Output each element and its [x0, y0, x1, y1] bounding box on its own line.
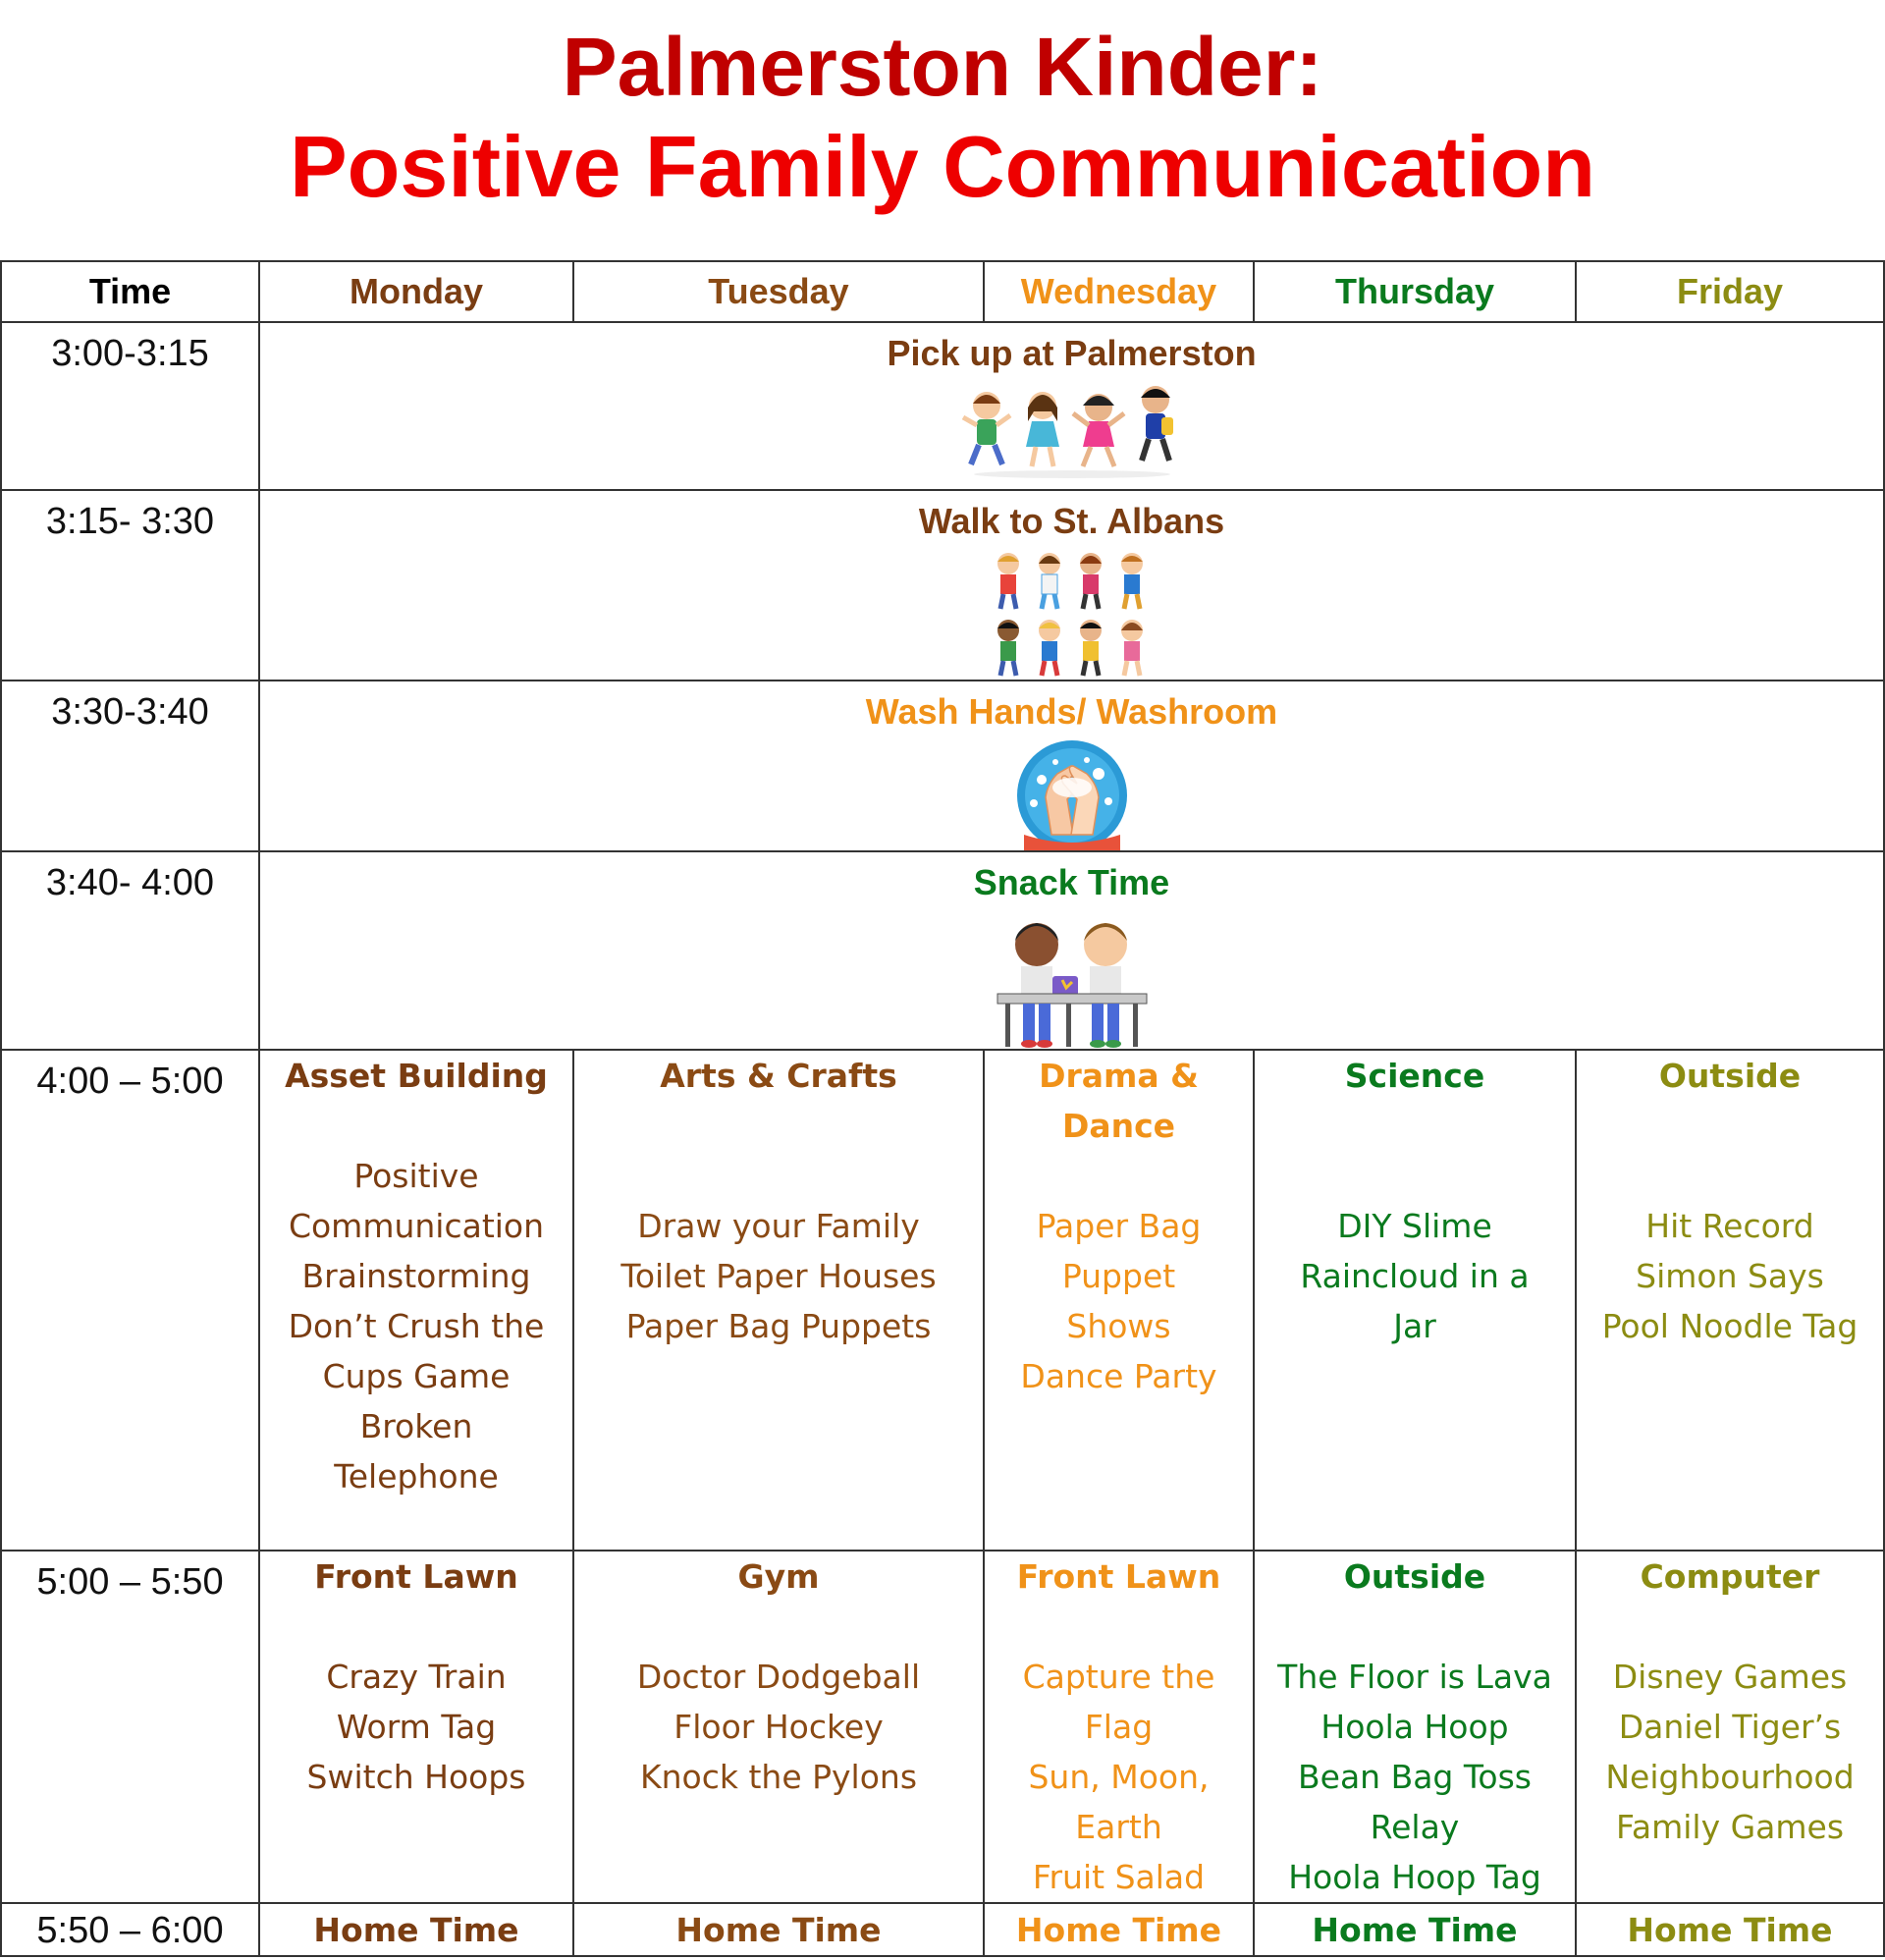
list-item: Dance Party: [1020, 1357, 1217, 1395]
activity-list: [1577, 1652, 1883, 1852]
table-row: [1, 1551, 1884, 1903]
list-item: Paper Bag: [1036, 1207, 1202, 1245]
activity-list: [985, 1201, 1253, 1401]
list-item: Family Games: [1615, 1808, 1845, 1846]
activity-heading: Drama &: [1039, 1057, 1199, 1095]
list-item: Sun, Moon,: [1028, 1758, 1210, 1796]
activity-list: [1255, 1652, 1575, 1902]
header-wednesday: Wednesday: [984, 261, 1254, 322]
kids-jumping-illustration: [959, 382, 1185, 480]
list-item: Puppet: [1061, 1257, 1176, 1295]
list-item: Don’t Crush the: [288, 1307, 545, 1345]
activity-heading: Front Lawn: [314, 1557, 518, 1596]
list-item: Broken: [359, 1407, 473, 1445]
schedule-table: [0, 260, 1885, 1957]
time-cell: 3:30-3:40: [1, 681, 259, 851]
title-line-2: Positive Family Communication: [289, 118, 1596, 215]
activity-heading: Dance: [1061, 1107, 1176, 1145]
snack-cell: [259, 851, 1884, 1050]
monday-activity-cell: [259, 1050, 573, 1551]
activity-heading: Arts & Crafts: [660, 1057, 897, 1095]
activity-heading: Outside: [1658, 1057, 1802, 1095]
list-item: Relay: [1370, 1808, 1460, 1846]
list-item: Switch Hoops: [306, 1758, 526, 1796]
table-row: [1, 322, 1884, 490]
list-item: Simon Says: [1636, 1257, 1824, 1295]
list-item: DIY Slime: [1337, 1207, 1492, 1245]
pickup-label: Pick up at Palmerston: [887, 333, 1257, 373]
list-item: Shows: [1066, 1307, 1171, 1345]
kids-eating-illustration: [996, 911, 1149, 1049]
list-item: Earth: [1075, 1808, 1162, 1846]
list-item: Toilet Paper Houses: [620, 1257, 937, 1295]
activity-heading: Front Lawn: [1016, 1557, 1221, 1596]
thursday-activity-cell: [1254, 1551, 1576, 1903]
list-item: Hit Record: [1645, 1207, 1814, 1245]
list-item: Paper Bag Puppets: [625, 1307, 932, 1345]
friday-home-cell: Home Time: [1576, 1903, 1884, 1956]
table-row: [1, 851, 1884, 1050]
list-item: Floor Hockey: [673, 1708, 884, 1746]
walk-label: Walk to St. Albans: [918, 501, 1225, 541]
list-item: Communication: [288, 1207, 545, 1245]
activity-heading: Science: [1344, 1057, 1485, 1095]
list-item: Capture the: [1022, 1658, 1215, 1696]
list-item: Pool Noodle Tag: [1601, 1307, 1858, 1345]
time-cell: 5:00 – 5:50: [1, 1551, 259, 1903]
list-item: Draw your Family: [637, 1207, 920, 1245]
wednesday-activity-cell: [984, 1050, 1254, 1551]
list-item: Raincloud in a: [1300, 1257, 1530, 1295]
activity-list: [574, 1652, 983, 1802]
wednesday-activity-cell: [984, 1551, 1254, 1903]
activity-list: [985, 1652, 1253, 1902]
list-item: Crazy Train: [326, 1658, 507, 1696]
table-row: [1, 681, 1884, 851]
wash-label: Wash Hands/ Washroom: [865, 691, 1278, 732]
list-item: Bean Bag Toss: [1298, 1758, 1532, 1796]
title-line-1: Palmerston Kinder:: [562, 21, 1323, 113]
tuesday-activity-cell: [573, 1050, 984, 1551]
activity-list: [574, 1201, 983, 1351]
friday-activity-cell: [1576, 1551, 1884, 1903]
kids-walking-illustration: [989, 550, 1156, 680]
header-thursday: Thursday: [1254, 261, 1576, 322]
list-item: Hoola Hoop Tag: [1288, 1858, 1541, 1896]
time-cell: 3:00-3:15: [1, 322, 259, 490]
header-tuesday: Tuesday: [573, 261, 984, 322]
list-item: Telephone: [334, 1457, 499, 1496]
list-item: Fruit Salad: [1032, 1858, 1206, 1896]
activity-heading: Computer: [1640, 1557, 1820, 1596]
wash-cell: [259, 681, 1884, 851]
thursday-home-cell: Home Time: [1254, 1903, 1576, 1956]
pickup-cell: [259, 322, 1884, 490]
monday-activity-cell: [259, 1551, 573, 1903]
header-time: Time: [1, 261, 259, 322]
time-cell: 5:50 – 6:00: [1, 1903, 259, 1956]
walk-cell: [259, 490, 1884, 681]
list-item: Brainstorming: [301, 1257, 531, 1295]
activity-heading: Gym: [737, 1557, 820, 1596]
header-row: [1, 261, 1884, 322]
table-row: [1, 1903, 1884, 1956]
table-row: [1, 1050, 1884, 1551]
snack-label: Snack Time: [973, 862, 1170, 902]
activity-list: [260, 1652, 572, 1802]
hand-washing-icon: [1012, 740, 1132, 850]
list-item: Jar: [1393, 1307, 1436, 1345]
activity-list: [260, 1151, 572, 1501]
friday-activity-cell: [1576, 1050, 1884, 1551]
page-title: [0, 18, 1885, 218]
list-item: Doctor Dodgeball: [636, 1658, 921, 1696]
activity-heading: Outside: [1343, 1557, 1486, 1596]
list-item: Knock the Pylons: [639, 1758, 918, 1796]
wednesday-home-cell: Home Time: [984, 1903, 1254, 1956]
header-friday: Friday: [1576, 261, 1884, 322]
tuesday-activity-cell: [573, 1551, 984, 1903]
thursday-activity-cell: [1254, 1050, 1576, 1551]
list-item: Cups Game: [322, 1357, 511, 1395]
list-item: Neighbourhood: [1605, 1758, 1855, 1796]
activity-list: [1577, 1201, 1883, 1351]
tuesday-home-cell: Home Time: [573, 1903, 984, 1956]
list-item: Hoola Hoop: [1320, 1708, 1509, 1746]
header-monday: Monday: [259, 261, 573, 322]
list-item: Daniel Tiger’s: [1618, 1708, 1842, 1746]
list-item: Disney Games: [1612, 1658, 1848, 1696]
time-cell: 3:15- 3:30: [1, 490, 259, 681]
activity-heading: Asset Building: [285, 1057, 548, 1095]
list-item: The Floor is Lava: [1277, 1658, 1552, 1696]
list-item: Worm Tag: [336, 1708, 497, 1746]
list-item: Flag: [1084, 1708, 1154, 1746]
monday-home-cell: Home Time: [259, 1903, 573, 1956]
table-row: [1, 490, 1884, 681]
list-item: Positive: [353, 1157, 479, 1195]
time-cell: 4:00 – 5:00: [1, 1050, 259, 1551]
activity-list: [1255, 1201, 1575, 1351]
time-cell: 3:40- 4:00: [1, 851, 259, 1050]
